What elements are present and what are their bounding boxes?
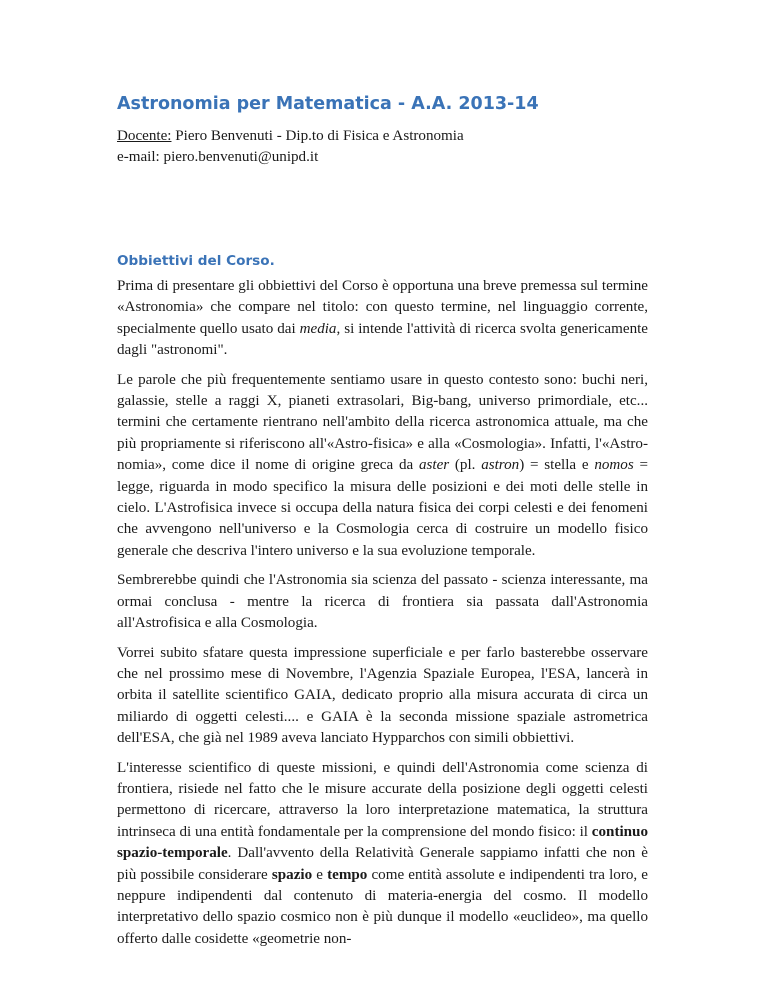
teacher-line — [117, 126, 648, 147]
p2-text-b: (pl. — [449, 457, 482, 474]
paragraph-4: Vorrei subito sfatare questa impressione superficiale e per farlo basterebbe osservare che nel prossimo mese di Novembre, l'Agenzia Spaziale Europea, l'ESA, lancerà in orbita il satellite scientifico GAIA, dedicato proprio alla misura accurata di circa un miliardo di oggetti celesti.... e GAIA è la seconda missione spaziale astrometrica dell'ESA, che già nel 1989 aveva lanciato Hypparchos con simili obbiettivi. — [117, 644, 648, 747]
p5-text-a: L'interesse scientifico di queste missioni, e quindi dell'Astronomia come scienza di frontiera, risiede nel fatto che le misure accurate della posizione degli oggetti celesti permettono di ricercare, attraverso la loro interpretazione matematica, la struttura intrinseca di una entità fondamentale per la comprensione del mondo fisico: il — [117, 759, 648, 840]
p5-text-c: e — [312, 866, 328, 883]
p5-bold-tempo: tempo — [327, 866, 368, 883]
p2-text-d: = legge, riguarda in modo specifico la misura delle posizioni e dei moti delle stelle in cielo. L'Astrofisica invece si occupa della natura fisica dei corpi celesti e dei fenomeni che avvengono nell'universo e la Cosmologia cerca di costruire un modello fisico generale che descriva l'intero universo e la sua evoluzione temporale. — [117, 457, 648, 559]
p2-text-a: Le parole che più frequentemente sentiamo usare in questo contesto sono: buchi neri, galassie, stelle a raggi X, pianeti extrasolari, Big-bang, universo primordiale, etc... termini che certamente rientrano nell'ambito della ricerca astronomica attuale, ma che più propriamente si riferiscono all'«Astro-fisica» e alla «Cosmologia». Infatti, l'«Astro-nomia», come dice il nome di origine greca da — [117, 371, 648, 474]
author-block — [117, 126, 648, 169]
p2-text-c: ) = stella e — [519, 457, 595, 474]
paragraph-3: Sembrerebbe quindi che l'Astronomia sia scienza del passato - scienza interessante, ma ormai conclusa - mentre la ricerca di frontiera sia passata dall'Astronomia all'Astrofisica e alla Cosmologia. — [117, 572, 648, 632]
p5-bold-spazio: spazio — [271, 866, 313, 883]
teacher-text: Piero Benvenuti - Dip.to di Fisica e Astronomia — [171, 128, 464, 144]
p1-italic-media: media — [299, 320, 337, 337]
p2-italic-astron: astron — [481, 457, 520, 474]
paragraph-5 — [117, 758, 648, 951]
teacher-label: Docente: — [117, 128, 172, 144]
p1-text-b: , si intende l'attività di ricerca svolta genericamente dagli "astronomi". — [117, 320, 649, 359]
p2-italic-nomos: nomos — [594, 457, 634, 474]
p2-italic-aster: aster — [418, 457, 450, 474]
p5-bold-continuo: continuo spazio-temporale — [117, 823, 648, 862]
p5-text-d: come entità assolute e indipendenti tra loro, e neppure indipendenti dal contenuto di materia-energia del cosmo. Il modello interpretativo dello spazio cosmico non è più dunque il modello «euclideo», ma quello offerto dalle cosidette «geometrie non- — [117, 866, 648, 947]
p1-text-a: Prima di presentare gli obbiettivi del Corso è opportuna una breve premessa sul termine «Astronomia» che compare nel titolo: con questo termine, nel linguaggio corrente, specialmente quello usato dai — [117, 278, 648, 337]
paragraph-2 — [117, 370, 648, 563]
p5-text-b: . Dall'avvento della Relatività Generale sappiamo infatti che non è più possibile considerare — [117, 845, 648, 883]
email-line: e-mail: piero.benvenuti@unipd.it — [117, 149, 319, 166]
document-title: Astronomia per Matematica - A.A. 2013-14 — [117, 94, 539, 114]
body-text — [117, 276, 648, 958]
paragraph-1 — [117, 276, 648, 362]
section-heading: Obbiettivi del Corso. — [117, 253, 275, 269]
